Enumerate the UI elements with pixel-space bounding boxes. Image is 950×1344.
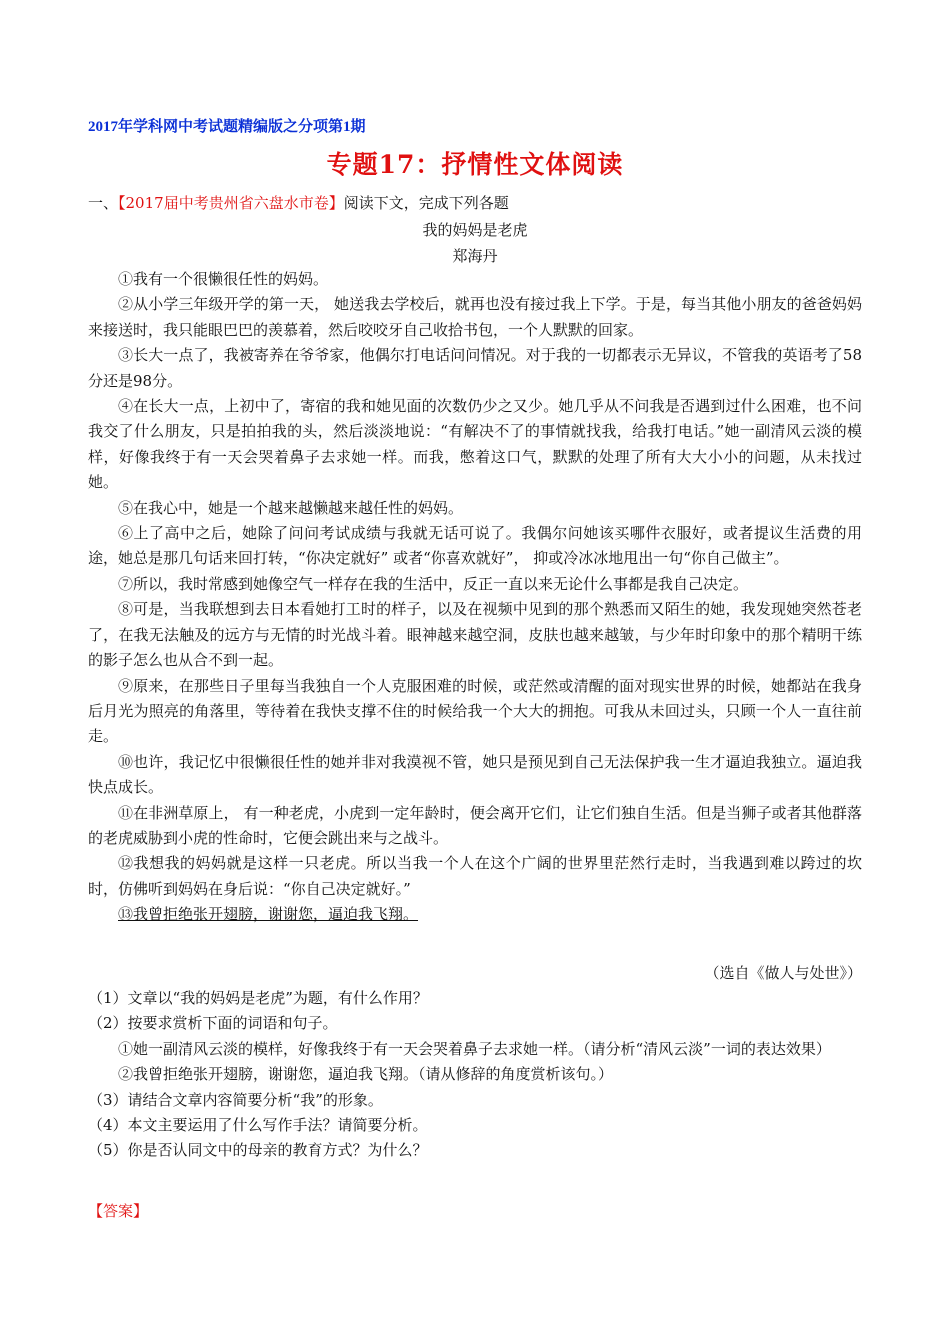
paragraph-7: ⑦所以，我时常感到她像空气一样存在我的生活中，反正一直以来无论什么事都是我自己决定。 — [118, 574, 749, 593]
paragraph-1: ①我有一个很懒很任性的妈妈。 — [118, 270, 329, 288]
paragraph-4: ④在长大一点，上初中了，寄宿的我和她见面的次数仍少之又少。她几乎从不问我是否遇到过什么困难，也不问我交了什么朋友，只是拍拍我的头，然后淡淡地说：“有解决不了的事情就找我，给我打电话。”她一副清风云淡的模样，好像我终于有一天会哭着鼻子去求她一样。而我，憋着这口气，默默的处理了所有大大小小的问题，从未找过她。 — [88, 397, 862, 492]
questions — [88, 986, 862, 1164]
question-2-part-1: ①她一副清风云淡的模样，好像我终于有一天会哭着鼻子去求她一样。（请分析“清风云淡”一词的表达效果） — [118, 1039, 831, 1058]
story-body — [88, 267, 862, 928]
topic-title: 专题17：抒情性文体阅读 — [326, 150, 624, 179]
story-title: 我的妈妈是老虎 — [422, 221, 528, 239]
paragraph-10: ⑩也许，我记忆中很懒很任性的她并非对我漠视不管，她只是预见到自己无法保护我一生才逼迫我独立。逼迫我快点成长。 — [88, 752, 862, 797]
question-5: （5）你是否认同文中的母亲的教育方式？为什么？ — [88, 1141, 428, 1160]
paragraph-8: ⑧可是，当我联想到去日本看她打工时的样子，以及在视频中见到的那个熟悉而又陌生的她，我发现她突然苍老了，在我无法触及的远方与无情的时光战斗着。眼神越来越空洞，皮肤也越来越皱，与少年时印象中的那个精明干练的影子怎么也从合不到一起。 — [88, 600, 862, 670]
paragraph-11: ⑪在非洲草原上， 有一种老虎，小虎到一定年龄时，便会离开它们，让它们独自生活。但是当狮子或者其他群落的老虎威胁到小虎的性命时，它便会跳出来与之战斗。 — [88, 803, 862, 847]
paragraph-12: ⑫我想我的妈妈就是这样一只老虎。所以当我一个人在这个广阔的世界里茫然行走时，当我遇到难以跨过的坎时，仿佛听到妈妈在身后说：“你自己决定就好。” — [88, 854, 862, 898]
series-title: 2017年学科网中考试题精编版之分项第1期 — [88, 119, 366, 135]
instruction: 阅读下文，完成下列各题 — [343, 194, 509, 212]
paragraph-6: ⑥上了高中之后，她除了问问考试成绩与我就无话可说了。我偶尔问她该买哪件衣服好，或者提议生活费的用途，她总是那几句话来回打转，“你决定就好” 或者“你喜欢就好”， 抑或冷冰冰地甩出一句“你自己做主”。 — [88, 524, 862, 568]
story-author: 郑海丹 — [452, 247, 498, 265]
paragraph-9: ⑨原来，在那些日子里每当我独自一个人克服困难的时候，或茫然或清醒的面对现实世界的时候，她都站在我身后月光为照亮的角落里，等待着在我快支撑不住的时候给我一个大大的拥抱。可我从未回过头，只顾一个人一直往前走。 — [88, 676, 862, 746]
paragraph-2: ②从小学三年级开学的第一天， 她送我去学校后，就再也没有接过我上下学。于是，每当其他小朋友的爸爸妈妈来接送时，我只能眼巴巴的羡慕着，然后咬咬牙自己收拾书包，一个人默默的回家。 — [88, 295, 862, 339]
question-3: （3）请结合文章内容简要分析“我”的形象。 — [88, 1090, 383, 1109]
underlined-sentence: ⑬我曾拒绝张开翅膀，谢谢您，逼迫我飞翔。 — [118, 905, 419, 924]
exam-source: 【2017届中考贵州省六盘水市卷】 — [118, 194, 344, 212]
paragraph-13 — [88, 902, 862, 927]
section-number: 一、 — [88, 194, 119, 212]
question-2: （2）按要求赏析下面的词语和句子。 — [88, 1014, 338, 1033]
paragraph-3: ③长大一点了，我被寄养在爷爷家，他偶尔打电话问问情况。对于我的一切都表示无异议，不管我的英语考了58分还是98分。 — [88, 346, 862, 390]
answer-label: 【答案】 — [88, 1202, 149, 1220]
citation: （选自《做人与处世》） — [704, 964, 862, 982]
question-1: （1）文章以“我的妈妈是老虎”为题，有什么作用？ — [88, 989, 428, 1007]
paragraph-5: ⑤在我心中，她是一个越来越懒越来越任性的妈妈。 — [118, 498, 464, 517]
question-2-part-2: ②我曾拒绝张开翅膀，谢谢您，逼迫我飞翔。（请从修辞的角度赏析该句。） — [118, 1065, 614, 1084]
question-4: （4）本文主要运用了什么写作手法？请简要分析。 — [88, 1116, 428, 1135]
source-line — [88, 192, 509, 213]
